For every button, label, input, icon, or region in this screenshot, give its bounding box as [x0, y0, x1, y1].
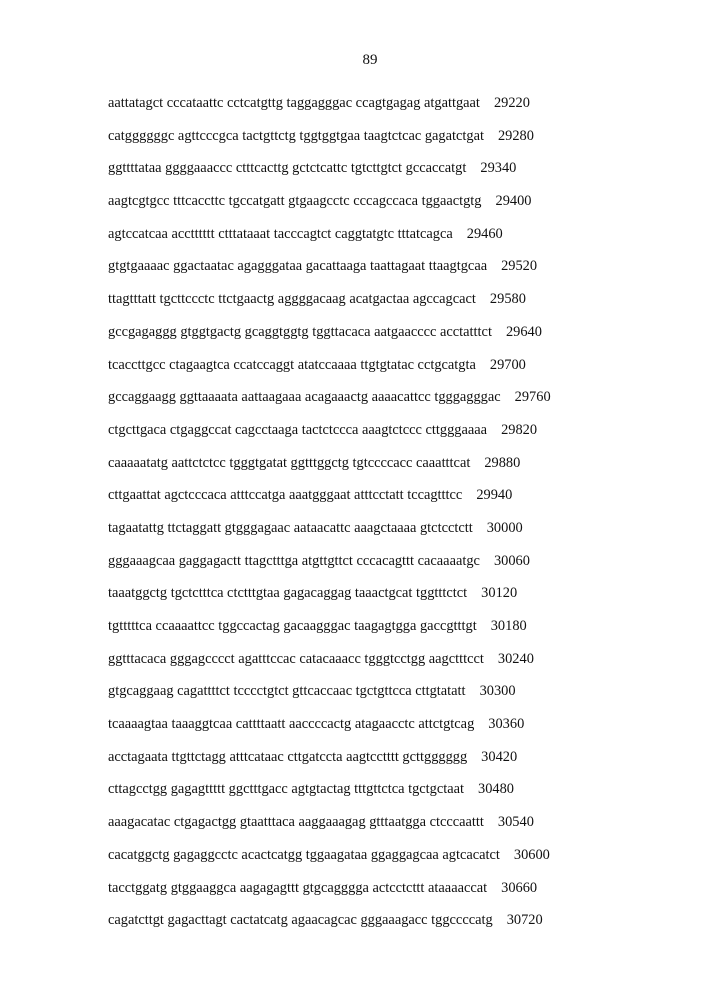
sequence-line: [108, 126, 551, 159]
sequence-line: [108, 224, 551, 257]
sequence-line: [108, 878, 551, 911]
sequence-text: gccgagaggg gtggtgactg gcaggtggtg tggttacaca aatgaacccc acctatttct: [108, 323, 492, 340]
sequence-position: 29820: [501, 421, 538, 438]
sequence-position: 30600: [513, 846, 550, 863]
sequence-position: 30540: [497, 814, 534, 831]
sequence-line: [108, 649, 551, 682]
sequence-line: [108, 616, 551, 649]
sequence-position: 30180: [490, 618, 527, 634]
sequence-position: 30060: [493, 552, 530, 569]
sequence-text: ggtttacaca gggagcccct agatttccac catacaaacc tgggtcctgg aagctttcct: [108, 650, 484, 667]
sequence-text: tgtttttca ccaaaattcc tggccactag gacaagggac taagagtgga gaccgtttgt: [108, 618, 477, 634]
sequence-listing: [108, 93, 551, 943]
sequence-position: 29340: [480, 160, 517, 177]
page-number: 89: [362, 52, 378, 68]
sequence-line: [108, 812, 551, 845]
sequence-line: [108, 322, 551, 355]
sequence-position: 30420: [481, 748, 518, 765]
sequence-text: gggaaagcaa gaggagactt ttagctttga atgttgttct cccacagttt cacaaaatgc: [108, 552, 480, 569]
sequence-text: ttagtttatt tgcttccctc ttctgaactg aggggacaag acatgactaa agccagcact: [108, 291, 476, 308]
sequence-line: [108, 453, 551, 486]
sequence-line: [108, 747, 551, 780]
sequence-text: agtccatcaa acctttttt ctttataaat tacccagtct caggtatgtc tttatcagca: [108, 225, 453, 242]
sequence-position: 30720: [506, 912, 543, 929]
sequence-position: 29220: [493, 95, 530, 111]
sequence-line: [108, 289, 551, 322]
sequence-position: 30300: [479, 683, 516, 700]
sequence-line: [108, 910, 551, 943]
sequence-position: 29940: [476, 487, 513, 504]
sequence-text: caaaaatatg aattctctcc tgggtgatat ggtttggctg tgtccccacc caaatttcat: [108, 454, 471, 471]
sequence-line: [108, 355, 551, 388]
sequence-text: cttgaattat agctcccaca atttccatga aaatgggaat atttcctatt tccagtttcc: [108, 487, 463, 504]
sequence-position: 30120: [481, 585, 518, 602]
sequence-position: 29700: [489, 356, 526, 373]
sequence-position: 29760: [514, 389, 551, 406]
sequence-position: 29880: [484, 454, 521, 471]
sequence-text: ctgcttgaca ctgaggccat cagcctaaga tactctccca aaagtctccc cttgggaaaa: [108, 421, 488, 438]
sequence-line: [108, 256, 551, 289]
sequence-position: 30360: [488, 716, 525, 733]
sequence-line: [108, 387, 551, 420]
sequence-line: [108, 420, 551, 453]
sequence-line: [108, 485, 551, 518]
sequence-line: [108, 551, 551, 584]
sequence-line: [108, 93, 551, 126]
sequence-line: [108, 845, 551, 878]
sequence-line: [108, 583, 551, 616]
sequence-line: [108, 518, 551, 551]
sequence-text: tagaatattg ttctaggatt gtgggagaac aataacattc aaagctaaaa gtctcctctt: [108, 519, 473, 536]
sequence-position: 29460: [466, 225, 503, 242]
sequence-line: [108, 681, 551, 714]
sequence-position: 29520: [501, 258, 538, 275]
sequence-line: [108, 714, 551, 747]
sequence-text: cagatcttgt gagacttagt cactatcatg agaacagcac gggaaagacc tggccccatg: [108, 912, 493, 929]
sequence-text: gccaggaagg ggttaaaata aattaagaaa acagaaactg aaaacattcc tgggagggac: [108, 389, 501, 406]
sequence-text: cttagcctgg gagagttttt ggctttgacc agtgtactag tttgttctca tgctgctaat: [108, 781, 465, 798]
sequence-text: tacctggatg gtggaaggca aagagagttt gtgcagggga actcctcttt ataaaaccat: [108, 879, 488, 896]
sequence-position: 30660: [501, 879, 538, 896]
sequence-text: acctagaata ttgttctagg atttcataac cttgatccta aagtcctttt gcttgggggg: [108, 748, 468, 765]
sequence-text: tcaaaagtaa taaaggtcaa cattttaatt aaccccactg atagaacctc attctgtcag: [108, 716, 475, 733]
sequence-position: 30480: [478, 781, 514, 798]
sequence-text: catggggggc agttcccgca tactgttctg tggtggtgaa taagtctcac gagatctgat: [108, 127, 484, 144]
sequence-position: 30240: [497, 650, 534, 667]
sequence-text: aattatagct cccataattc cctcatgttg taggagggac ccagtgagag atgattgaat: [108, 95, 480, 111]
sequence-position: 29280: [497, 127, 534, 144]
sequence-text: gtgcaggaag cagattttct tcccctgtct gttcaccaac tgctgttcca cttgtatatt: [108, 683, 466, 700]
sequence-text: aagtcgtgcc tttcaccttc tgccatgatt gtgaagcctc cccagccaca tggaactgtg: [108, 193, 482, 210]
sequence-line: [108, 158, 551, 191]
sequence-position: 29580: [489, 291, 526, 308]
sequence-text: taaatggctg tgctctttca ctctttgtaa gagacaggag taaactgcat tggtttctct: [108, 585, 468, 602]
sequence-line: [108, 191, 551, 224]
sequence-text: cacatggctg gagaggcctc acactcatgg tggaagataa ggaggagcaa agtcacatct: [108, 846, 500, 863]
sequence-position: 29400: [495, 193, 532, 210]
sequence-text: gtgtgaaaac ggactaatac agagggataa gacattaaga taattagaat ttaagtgcaa: [108, 258, 488, 275]
sequence-text: ggttttataa ggggaaaccc ctttcacttg gctctcattc tgtcttgtct gccaccatgt: [108, 160, 467, 177]
sequence-line: [108, 779, 551, 812]
sequence-position: 29640: [505, 323, 542, 340]
sequence-position: 30000: [486, 519, 523, 536]
sequence-text: tcaccttgcc ctagaagtca ccatccaggt atatccaaaa ttgtgtatac cctgcatgta: [108, 356, 476, 373]
sequence-text: aaagacatac ctgagactgg gtaatttaca aaggaaagag gtttaatgga ctcccaattt: [108, 814, 484, 831]
